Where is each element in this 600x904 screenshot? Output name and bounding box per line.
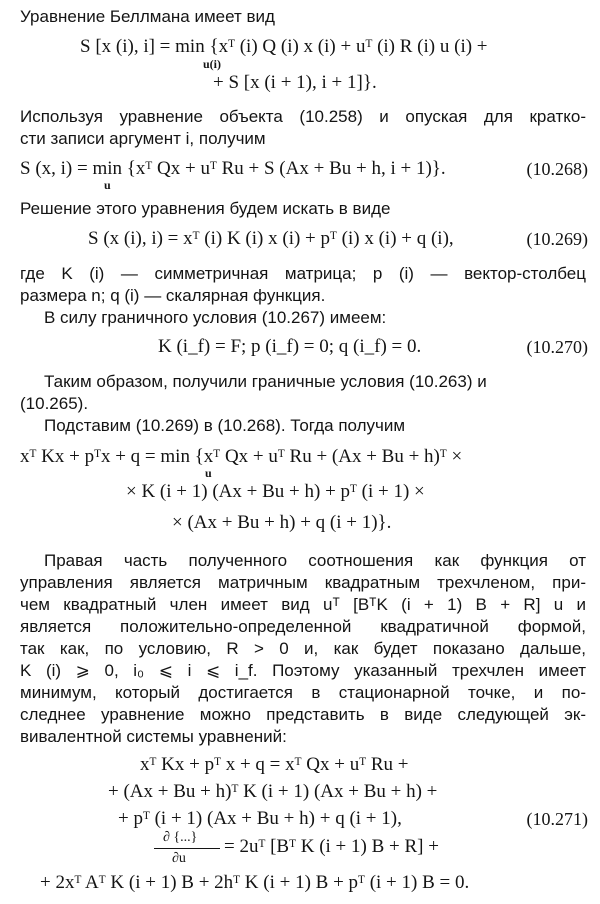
equation-number: (10.271) (526, 809, 588, 829)
text-line: чем квадратный член имеет вид uᵀ [BᵀK (i + 1) B + R] u и (20, 595, 586, 614)
bellman-equation-line-2: + S [x (i + 1), i + 1]}. (213, 72, 377, 93)
equation-number: (10.269) (526, 229, 588, 249)
substituted-equation-line-1: xᵀ Kx + pᵀx + q = min {xᵀ Qx + uᵀ Ru + (Ax + Bu + h)ᵀ × (20, 446, 463, 467)
text-line: Правая часть полученного соотношения как функция от (44, 551, 586, 570)
text-line: Подставим (10.269) в (10.268). Тогда получим (44, 416, 406, 435)
equation-10-270: K (i_f) = F; p (i_f) = 0; q (i_f) = 0. (158, 336, 422, 357)
min-subscript: u (104, 178, 111, 192)
system-equation-line-3: + pᵀ (i + 1) (Ax + Bu + h) + q (i + 1), (118, 808, 402, 829)
text-line: Решение этого уравнения будем искать в виде (20, 199, 391, 218)
text-line: является положительно-определенной квадратичной формой, (20, 617, 586, 636)
equation-number: (10.268) (526, 159, 588, 179)
bellman-equation-line-1: S [x (i), i] = min {xᵀ (i) Q (i) x (i) + uᵀ (i) R (i) u (i) + (80, 36, 488, 57)
text-line: Используя уравнение объекта (10.258) и опуская для кратко- (20, 107, 586, 126)
text-line: В силу граничного условия (10.267) имеем: (44, 308, 387, 327)
min-subscript: u (205, 466, 212, 480)
text-line: вивалентной системы уравнений: (20, 727, 287, 746)
fraction-bar (154, 848, 220, 849)
partial-derivative-denominator: ∂u (172, 851, 186, 866)
equation-10-268: S (x, i) = min {xᵀ Qx + uᵀ Ru + S (Ax + Bu + h, i + 1)}. (20, 158, 446, 179)
text-line: следнее уравнение можно представить в виде следующей эк- (20, 705, 586, 724)
system-equation-line-5: + 2xᵀ Aᵀ K (i + 1) B + 2hᵀ K (i + 1) B + pᵀ (i + 1) B = 0. (40, 872, 470, 893)
text-line: K (i) ⩾ 0, i₀ ⩽ i ⩽ i_f. Поэтому указанный трехчлен имеет (20, 661, 586, 680)
substituted-equation-line-3: × (Ax + Bu + h) + q (i + 1)}. (172, 512, 392, 533)
equation-10-269: S (x (i), i) = xᵀ (i) K (i) x (i) + pᵀ (i) x (i) + q (i), (88, 228, 454, 249)
text-line: (10.265). (20, 394, 89, 413)
system-equation-line-1: xᵀ Kx + pᵀ x + q = xᵀ Qx + uᵀ Ru + (140, 754, 409, 775)
min-subscript: u(i) (203, 57, 221, 71)
text-line: так как, по условию, R > 0 и, как будет показано дальше, (20, 639, 586, 658)
partial-derivative-numerator: ∂ {...} (163, 830, 198, 845)
system-equation-line-2: + (Ax + Bu + h)ᵀ K (i + 1) (Ax + Bu + h) + (108, 781, 438, 802)
equation-number: (10.270) (526, 337, 588, 357)
text-line: где K (i) — симметричная матрица; p (i) — вектор-столбец (20, 264, 586, 283)
text-line: Уравнение Беллмана имеет вид (20, 7, 275, 26)
text-line: управления является матричным квадратным трехчленом, при- (20, 573, 586, 592)
text-line: сти записи аргумент i, получим (20, 129, 266, 148)
text-line: Таким образом, получили граничные условия (10.263) и (44, 372, 487, 391)
system-equation-line-4: = 2uᵀ [Bᵀ K (i + 1) B + R] + (224, 836, 439, 857)
text-line: минимум, который достигается в стационарной точке, и по- (20, 683, 586, 702)
substituted-equation-line-2: × K (i + 1) (Ax + Bu + h) + pᵀ (i + 1) × (126, 481, 425, 502)
text-line: размера n; q (i) — скалярная функция. (20, 286, 326, 305)
